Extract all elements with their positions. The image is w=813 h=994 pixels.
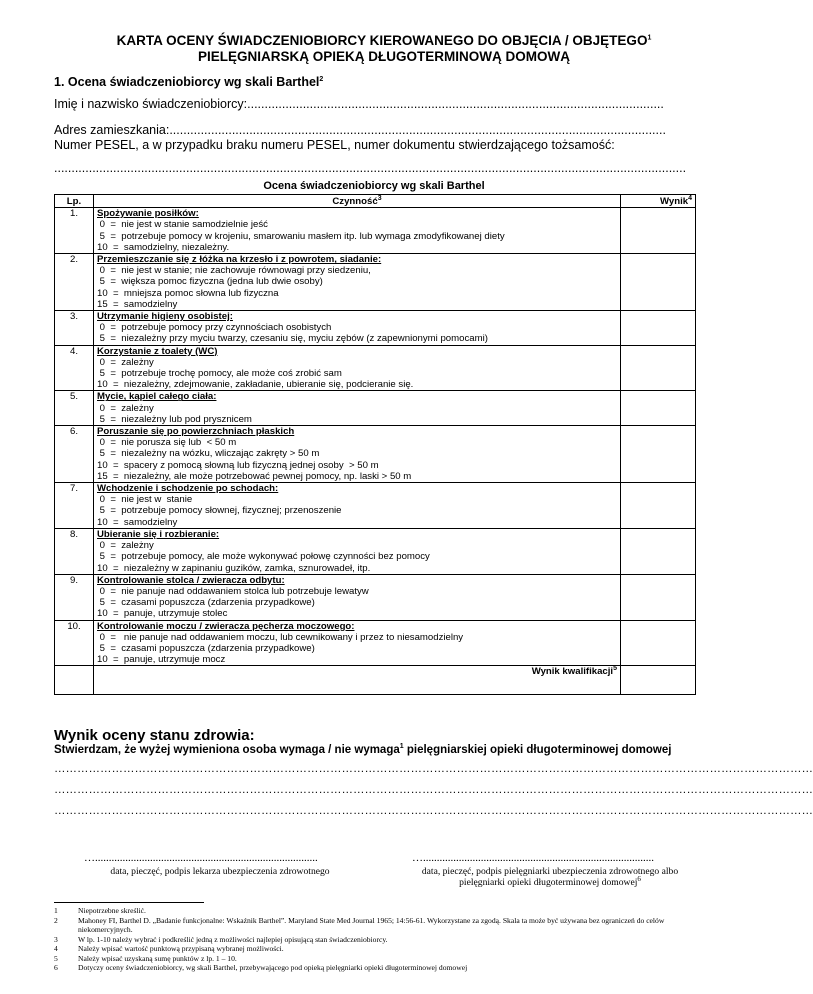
- activity-option[interactable]: 5 = potrzebuje pomocy, ale może wykonywać połowę czynności bez pomocy: [97, 551, 430, 563]
- summary-lp-cell: [55, 666, 94, 695]
- nurse-signature-label-2-wrap: [390, 874, 710, 888]
- activity-option[interactable]: 5 = niezależny przy myciu twarzy, czesaniu się, myciu zębów (z zapewnionymi pomocami): [97, 333, 488, 345]
- nurse-signature-footnote-ref: 6: [637, 874, 641, 883]
- table-row: [55, 345, 696, 391]
- activity-name: Kontrolowanie moczu / zwieracza pęcherza moczowego:: [97, 620, 355, 632]
- row-lp: 6.: [55, 426, 94, 483]
- activity-option[interactable]: 10 = niezależny w zapinaniu guzików, zamka, sznurowadeł, itp.: [97, 562, 371, 574]
- row-lp: 10.: [55, 620, 94, 666]
- pesel-field[interactable]: ......................................................................................................................................................................................: [54, 161, 687, 175]
- activity-name: Ubieranie się i rozbieranie:: [97, 528, 220, 540]
- result-heading: Wynik oceny stanu zdrowia:: [54, 727, 255, 744]
- barthel-table: [54, 194, 696, 695]
- activity-option[interactable]: 0 = nie porusza się lub < 50 m: [97, 437, 237, 449]
- nurse-signature-line[interactable]: …....................................................................................: [412, 852, 654, 864]
- row-activity: [94, 426, 621, 483]
- row-activity: [94, 483, 621, 529]
- activity-option[interactable]: 0 = nie jest w stanie; nie zachowuje równowagi przy siedzeniu,: [97, 265, 371, 277]
- footnote-divider: [54, 902, 204, 903]
- row-lp: 8.: [55, 528, 94, 574]
- footnote-number: 1: [54, 906, 58, 915]
- row-lp: 7.: [55, 483, 94, 529]
- footnote: [54, 916, 698, 935]
- footnote-text: Mahoney FI, Barthel D. „Badanie funkcjonalne: Wskaźnik Barthel”. Maryland State Med Journal 1965; 14:56-61. Wykorzystane za zgodą. Skala ta może być używana bez ograniczeń do celów niekomercyjnych.: [78, 915, 665, 934]
- doctor-signature-line[interactable]: ….................................................................................: [84, 852, 318, 864]
- activity-name: Kontrolowanie stolca / zwieracza odbytu:: [97, 574, 285, 586]
- result-statement: [54, 744, 671, 756]
- activity-option[interactable]: 0 = zależny: [97, 402, 154, 414]
- activity-option[interactable]: 5 = potrzebuje trochę pomocy, ale może coś zrobić sam: [97, 368, 342, 380]
- table-row: [55, 483, 696, 529]
- result-line-1[interactable]: ………………………………………………………………………………………………………………………………………………………………………………: [54, 763, 813, 775]
- row-result-cell[interactable]: [621, 426, 696, 483]
- name-field[interactable]: Imię i nazwisko świadczeniobiorcy:........................................................................................................................: [54, 97, 664, 111]
- activity-option[interactable]: 5 = potrzebuje pomocy w krojeniu, smarowaniu masłem itp. lub wymaga zmodyfikowanej diety: [97, 230, 505, 242]
- doctor-signature-label: data, pieczęć, podpis lekarza ubezpieczenia zdrowotnego: [110, 866, 330, 877]
- result-line-2[interactable]: ………………………………………………………………………………………………………………………………………………………………………………: [54, 784, 813, 796]
- footnote-number: 4: [54, 944, 58, 953]
- table-row: [55, 311, 696, 346]
- row-activity: [94, 345, 621, 391]
- row-result-cell[interactable]: [621, 574, 696, 620]
- footnote-number: 6: [54, 963, 58, 972]
- activity-name: Poruszanie się po powierzchniach płaskich: [97, 426, 295, 438]
- col-header-result: [621, 195, 696, 208]
- activity-name: Spożywanie posiłków:: [97, 208, 199, 220]
- activity-option[interactable]: 0 = potrzebuje pomocy przy czynnościach osobistych: [97, 322, 332, 334]
- activity-option[interactable]: 0 = nie panuje nad oddawaniem stolca lub potrzebuje lewatyw: [97, 585, 369, 597]
- activity-option[interactable]: 0 = nie jest w stanie samodzielnie jeść: [97, 219, 268, 231]
- footnote-text: Dotyczy oceny świadczeniobiorcy, wg skali Barthel, przebywającego pod opieką pielęgniarki opieki długoterminowej domowej: [78, 963, 468, 972]
- footnote-number: 2: [54, 915, 58, 925]
- table-row: [55, 528, 696, 574]
- activity-option[interactable]: 10 = samodzielny: [97, 516, 178, 528]
- title-line-2: PIELĘGNIARSKĄ OPIEKĄ DŁUGOTERMINOWĄ DOMOWĄ: [198, 49, 570, 64]
- summary-label-text: Wynik kwalifikacji: [531, 666, 614, 678]
- col-header-result-text: Wynik: [660, 196, 689, 207]
- address-field[interactable]: Adres zamieszkania:...............................................................................................................................................: [54, 123, 666, 137]
- row-result-cell[interactable]: [621, 254, 696, 311]
- nurse-signature-label: [390, 866, 710, 888]
- activity-option[interactable]: 10 = panuje, utrzymuje stolec: [97, 608, 228, 620]
- row-lp: 4.: [55, 345, 94, 391]
- row-activity: [94, 620, 621, 666]
- footnotes: [54, 906, 698, 973]
- activity-option[interactable]: 0 = nie panuje nad oddawaniem moczu, lub cewnikowany i przez to niesamodzielny: [97, 631, 464, 643]
- row-activity: [94, 528, 621, 574]
- footnote: [54, 963, 698, 973]
- row-activity: [94, 391, 621, 426]
- activity-option[interactable]: 10 = panuje, utrzymuje mocz: [97, 654, 226, 666]
- section-1-heading: [54, 75, 323, 89]
- document-title: [40, 33, 728, 65]
- activity-option[interactable]: 0 = zależny: [97, 540, 154, 552]
- activity-option[interactable]: 5 = czasami popuszcza (zdarzenia przypadkowe): [97, 642, 315, 654]
- footnote: [54, 954, 698, 964]
- activity-name: Przemieszczanie się z łóżka na krzesło i z powrotem, siadanie:: [97, 254, 382, 266]
- activity-option[interactable]: 5 = niezależny na wózku, wliczając zakręty > 50 m: [97, 448, 320, 460]
- footnote-text: W lp. 1-10 należy wybrać i podkreślić jedną z możliwości najlepiej opisującą stan świadczeniobiorcy.: [78, 934, 388, 944]
- row-result-cell[interactable]: [621, 620, 696, 666]
- footnote-text: Należy wpisać uzyskaną sumę punktów z lp. 1 – 10.: [78, 953, 237, 963]
- title-footnote-ref: 1: [647, 34, 652, 42]
- nurse-signature-label-1: data, pieczęć, podpis pielęgniarki ubezpieczenia zdrowotnego albo: [421, 866, 679, 877]
- col-header-activity: [94, 195, 621, 208]
- table-row: [55, 426, 696, 483]
- row-result-cell[interactable]: [621, 528, 696, 574]
- footnote-text: Niepotrzebne skreślić.: [78, 906, 146, 915]
- activity-option[interactable]: 5 = większa pomoc fizyczna (jedna lub dwie osoby): [97, 276, 323, 288]
- footnote: [54, 944, 698, 954]
- activity-option[interactable]: 10 = niezależny, zdejmowanie, zakładanie, ubieranie się, podcieranie się.: [97, 379, 414, 391]
- row-result-cell[interactable]: [621, 208, 696, 254]
- summary-label: [94, 666, 621, 695]
- summary-footnote-ref: 5: [613, 665, 617, 673]
- row-activity: [94, 311, 621, 346]
- result-line-3[interactable]: ………………………………………………………………………………………………………………………………………………………………………………: [54, 805, 813, 817]
- row-lp: 3.: [55, 311, 94, 346]
- table-row: [55, 620, 696, 666]
- footnote-number: 5: [54, 953, 58, 963]
- activity-option[interactable]: 5 = potrzebuje pomocy słownej, fizycznej; przenoszenie: [97, 505, 342, 517]
- row-lp: 5.: [55, 391, 94, 426]
- activity-option[interactable]: 5 = czasami popuszcza (zdarzenia przypadkowe): [97, 597, 315, 609]
- title-line-1: KARTA OCENY ŚWIADCZENIOBIORCY KIEROWANEGO DO OBJĘCIA / OBJĘTEGO: [116, 33, 648, 48]
- section-1-footnote-ref: 2: [319, 75, 324, 83]
- footnote: [54, 906, 698, 916]
- summary-result-cell[interactable]: [621, 666, 696, 695]
- activity-name: Utrzymanie higieny osobistej:: [97, 311, 233, 323]
- row-result-cell[interactable]: [621, 311, 696, 346]
- col-result-footnote-ref: 4: [688, 194, 692, 202]
- col-activity-footnote-ref: 3: [377, 194, 382, 202]
- section-1-heading-text: 1. Ocena świadczeniobiorcy wg skali Barthel: [54, 75, 320, 89]
- row-lp: 2.: [55, 254, 94, 311]
- activity-option[interactable]: 0 = nie jest w stanie: [97, 494, 193, 506]
- footnote-text: Należy wpisać wartość punktową przypisaną wybranej możliwości.: [78, 944, 284, 953]
- row-activity: [94, 208, 621, 254]
- row-result-cell[interactable]: [621, 391, 696, 426]
- row-activity: [94, 254, 621, 311]
- row-lp: 9.: [55, 574, 94, 620]
- activity-option[interactable]: 10 = samodzielny, niezależny.: [97, 241, 230, 253]
- pesel-field-label: Numer PESEL, a w przypadku braku numeru PESEL, numer dokumentu stwierdzającego tożsamość:: [54, 138, 615, 152]
- footnote-number: 3: [54, 934, 58, 944]
- table-row: [55, 391, 696, 426]
- col-header-activity-text: Czynność: [332, 196, 378, 207]
- activity-name: Wchodzenie i schodzenie po schodach:: [97, 483, 279, 495]
- table-row: [55, 254, 696, 311]
- table-body: [55, 208, 696, 666]
- table-caption: Ocena świadczeniobiorcy wg skali Barthel: [263, 180, 485, 192]
- activity-option[interactable]: 15 = samodzielny: [97, 298, 178, 310]
- row-activity: [94, 574, 621, 620]
- activity-option[interactable]: 15 = niezależny, ale może potrzebować pewnej pomocy, np. laski > 50 m: [97, 470, 412, 482]
- result-statement-text: Stwierdzam, że wyżej wymieniona osoba wymaga / nie wymaga: [54, 744, 400, 756]
- nurse-signature-label-2: pielęgniarki opieki długoterminowej domowej: [459, 877, 638, 888]
- table-row: [55, 574, 696, 620]
- result-statement-footnote-ref: 1: [399, 743, 404, 751]
- activity-option[interactable]: 0 = zależny: [97, 356, 154, 368]
- result-statement-end: pielęgniarskiej opieki długoterminowej domowej: [403, 744, 672, 756]
- activity-option[interactable]: 10 = mniejsza pomoc słowna lub fizyczna: [97, 287, 279, 299]
- activity-option[interactable]: 5 = niezależny lub pod prysznicem: [97, 413, 252, 425]
- activity-name: Korzystanie z toalety (WC): [97, 345, 218, 357]
- table-row: [55, 208, 696, 254]
- activity-name: Mycie, kąpiel całego ciała:: [97, 391, 217, 403]
- activity-option[interactable]: 10 = spacery z pomocą słowną lub fizyczną jednej osoby > 50 m: [97, 459, 379, 471]
- row-result-cell[interactable]: [621, 345, 696, 391]
- footnote: [54, 935, 698, 945]
- row-lp: 1.: [55, 208, 94, 254]
- row-result-cell[interactable]: [621, 483, 696, 529]
- col-header-lp: Lp.: [55, 195, 94, 208]
